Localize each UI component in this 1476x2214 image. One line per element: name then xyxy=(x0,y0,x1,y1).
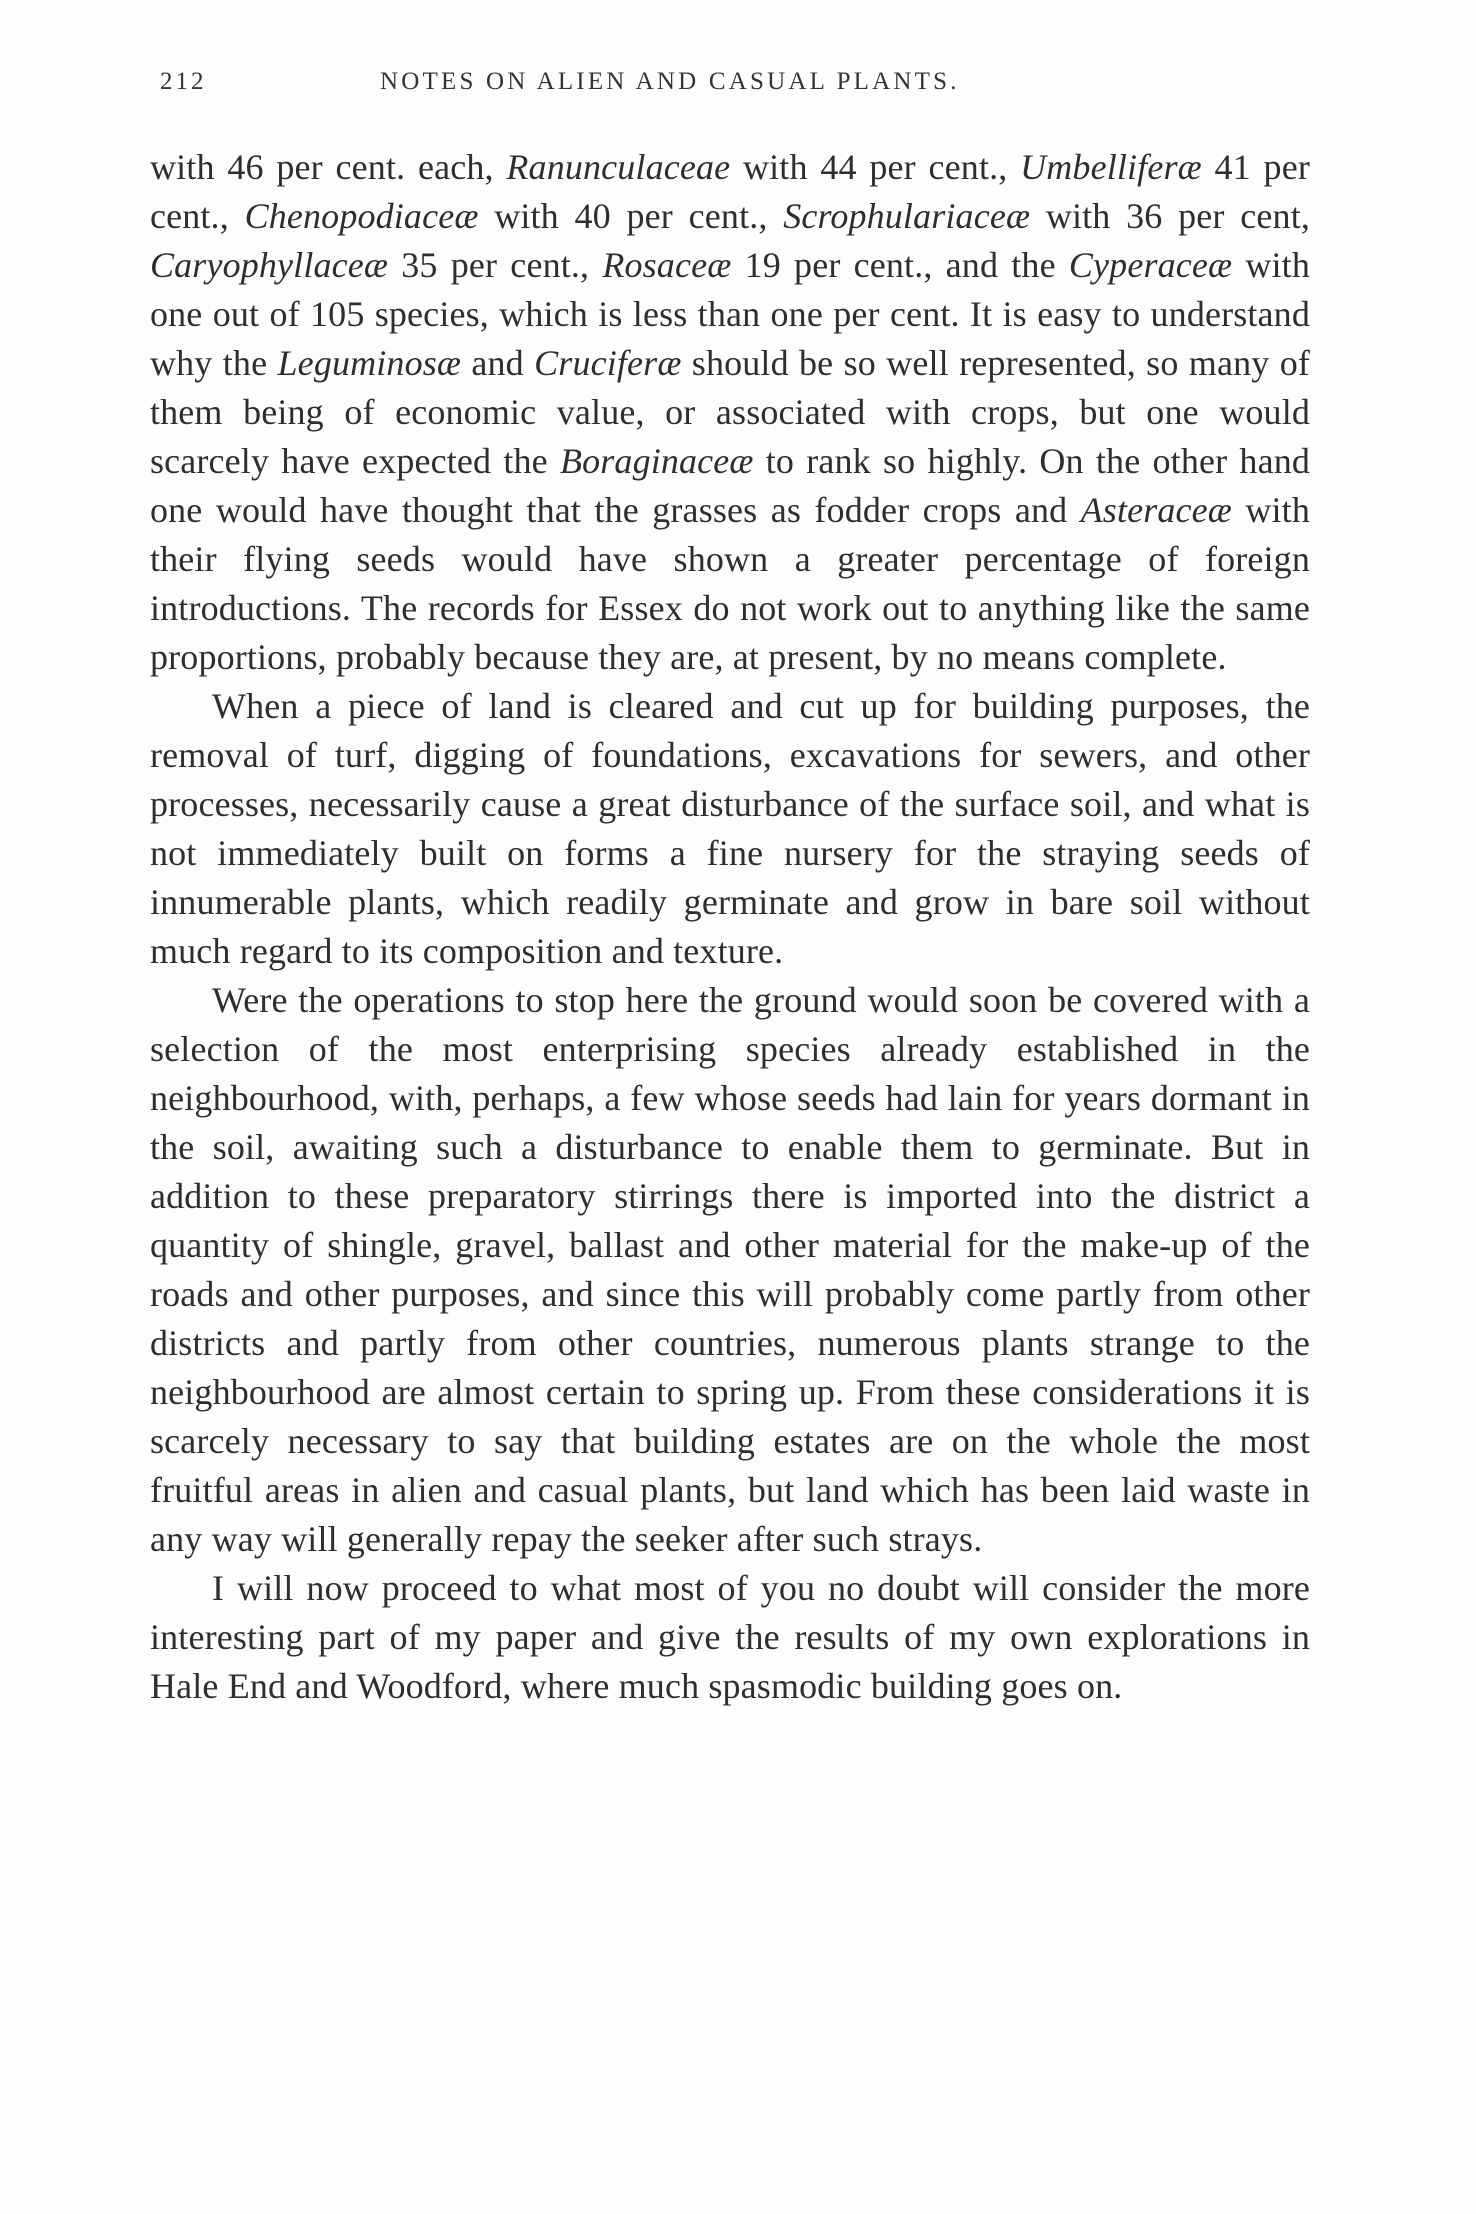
text-run: 41 per cent., xyxy=(150,147,1310,236)
paragraph xyxy=(150,143,1310,682)
italic-term: Asteraceæ xyxy=(1080,490,1232,530)
paragraph xyxy=(150,1564,1310,1711)
italic-term: Caryophyllaceæ xyxy=(150,245,389,285)
text-run: should be so well represented, so many of them being of economic value, or associated with crops, but one would scarcely have expected the xyxy=(150,343,1310,481)
italic-term: Cyperaceæ xyxy=(1068,245,1233,285)
text-run: I will now proceed to what most of you no doubt will consider the more interesting part of my paper and give the results of my own explorations in Hale End and Woodford, where much spasmodic building goes on. xyxy=(150,1568,1310,1706)
body-text xyxy=(150,143,1310,1711)
italic-term: Scrophulariaceæ xyxy=(783,196,1031,236)
text-run: with 36 per cent, xyxy=(1030,196,1310,236)
paragraph xyxy=(150,682,1310,976)
italic-term: Umbelliferæ xyxy=(1020,147,1202,187)
text-run: 19 per cent., and the xyxy=(731,245,1069,285)
running-title: NOTES ON ALIEN AND CASUAL PLANTS. xyxy=(380,68,960,95)
text-run: with one out of 105 species, which is less than one per cent. It is easy to understand why the xyxy=(150,245,1310,383)
text-run: with 46 per cent. each, xyxy=(150,147,507,187)
running-head xyxy=(150,68,1310,108)
italic-term: Leguminosæ xyxy=(277,343,462,383)
italic-term: Chenopodiaceæ xyxy=(244,196,479,236)
text-run: to rank so highly. On the other hand one would have thought that the grasses as fodder crops and xyxy=(150,441,1310,530)
text-run: Were the operations to stop here the ground would soon be covered with a selection of the most enterprising species already established in the neighbourhood, with, perhaps, a few whose seeds had lain for years dormant in the soil, awaiting such a disturbance to enable them to germinate. But in addition to these preparatory stirrings there is imported into the district a quantity of shingle, gravel, ballast and other material for the make-up of the roads and other purposes, and since this will probably come partly from other districts and partly from other countries, numerous plants strange to the neighbourhood are almost certain to spring up. From these considerations it is scarcely necessary to say that building estates are on the whole the most fruitful areas in alien and casual plants, but land which has been laid waste in any way will generally repay the seeker after such strays. xyxy=(150,980,1310,1559)
text-run: When a piece of land is cleared and cut up for building purposes, the removal of turf, digging of foundations, excavations for sewers, and other processes, necessarily cause a great disturbance of the surface soil, and what is not immediately built on forms a fine nursery for the straying seeds of innumerable plants, which readily germinate and grow in bare soil without much regard to its composition and texture. xyxy=(150,686,1310,971)
text-run: with 44 per cent., xyxy=(730,147,1021,187)
text-run: with their flying seeds would have shown a greater percentage of foreign introductions. The records for Essex do not work out to anything like the same proportions, probably because they are, at present, by no means complete. xyxy=(150,490,1310,677)
page-number: 212 xyxy=(160,68,207,95)
italic-term: Boraginaceæ xyxy=(559,441,754,481)
paragraph xyxy=(150,976,1310,1564)
text-run: and xyxy=(461,343,535,383)
italic-term: Ranunculaceae xyxy=(506,147,731,187)
italic-term: Cruciferæ xyxy=(534,343,682,383)
text-run: with 40 per cent., xyxy=(478,196,784,236)
italic-term: Rosaceæ xyxy=(602,245,732,285)
text-run: 35 per cent., xyxy=(388,245,603,285)
